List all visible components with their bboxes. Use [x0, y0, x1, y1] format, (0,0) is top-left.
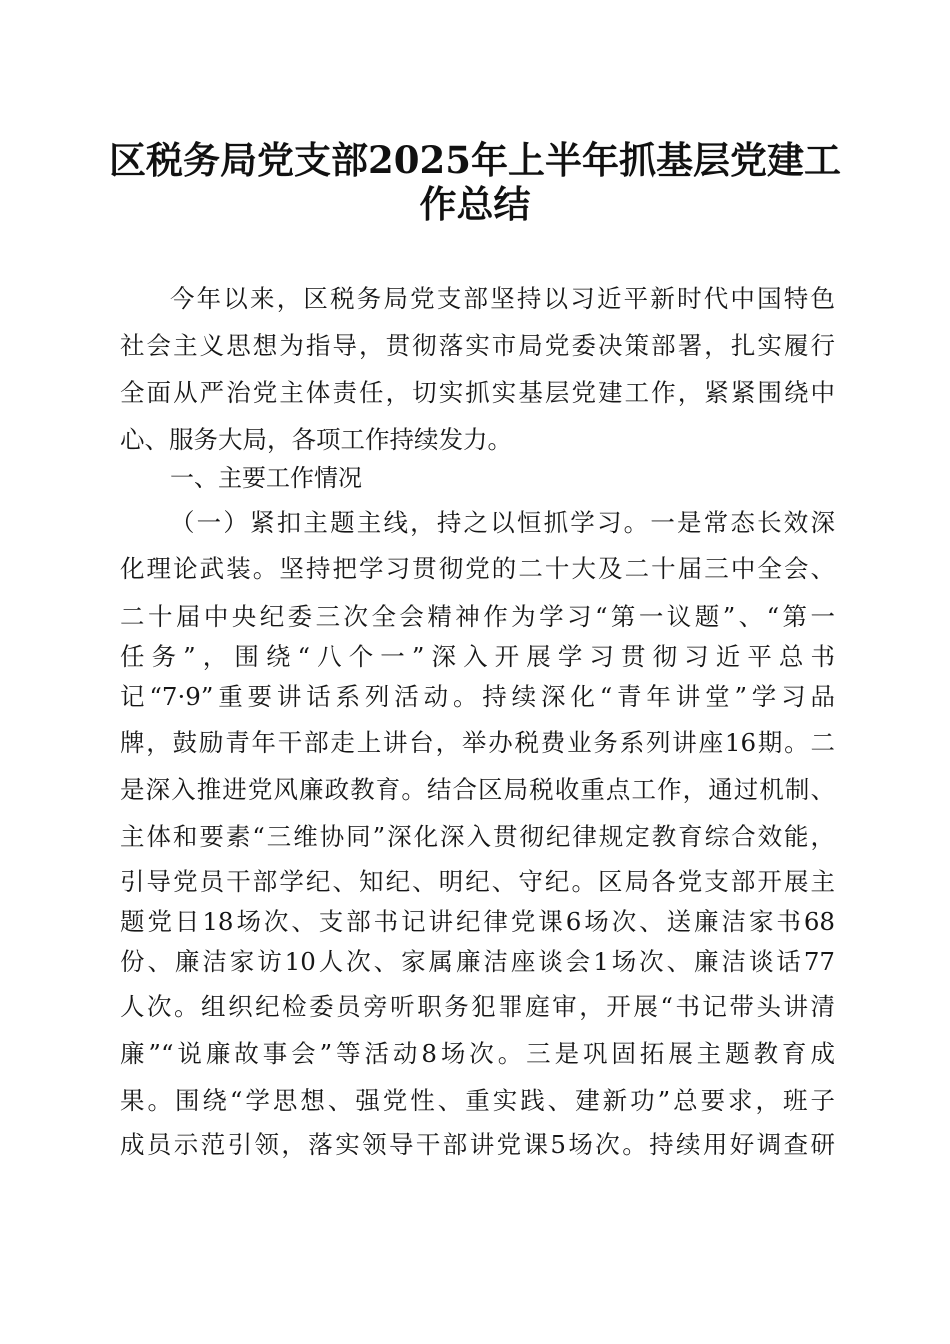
document-title-line-2: 作总结: [419, 182, 531, 226]
section-line: 果。围绕“学思想、强党性、重实践、建新功”总要求，班子: [120, 1086, 835, 1115]
section-line: 化理论武装。坚持把学习贯彻党的二十大及二十届三中全会、: [120, 554, 835, 583]
section-line: 引导党员干部学纪、知纪、明纪、守纪。区局各党支部开展主: [120, 867, 835, 896]
document-title-line-1: 区税务局党支部2025年上半年抓基层党建工: [109, 138, 841, 182]
section-line: 成员示范引领，落实领导干部讲党课5场次。持续用好调查研: [120, 1130, 835, 1159]
section-line: 人次。组织纪检委员旁听职务犯罪庭审，开展“书记带头讲清: [120, 992, 835, 1021]
section-line: 任务”，围绕“八个一”深入开展学习贯彻习近平总书: [120, 642, 835, 671]
intro-line: 今年以来，区税务局党支部坚持以习近平新时代中国特色: [170, 284, 835, 313]
section-line: 廉”“说廉故事会”等活动8场次。三是巩固拓展主题教育成: [120, 1039, 835, 1068]
intro-line: 社会主义思想为指导，贯彻落实市局党委决策部署，扎实履行: [120, 331, 835, 360]
section-line: 是深入推进党风廉政教育。结合区局税收重点工作，通过机制、: [120, 775, 835, 804]
section-heading: 一、主要工作情况: [170, 464, 362, 492]
section-line: （一）紧扣主题主线，持之以恒抓学习。一是常态长效深: [170, 508, 835, 537]
intro-line: 心、服务大局，各项工作持续发力。: [120, 425, 512, 454]
section-line: 记“7·9”重要讲话系列活动。持续深化“青年讲堂”学习品: [120, 682, 835, 711]
section-line: 题党日18场次、支部书记讲纪律党课6场次、送廉洁家书68: [120, 907, 835, 936]
section-line: 主体和要素“三维协同”深化深入贯彻纪律规定教育综合效能，: [120, 822, 835, 851]
intro-line: 全面从严治党主体责任，切实抓实基层党建工作，紧紧围绕中: [120, 378, 835, 407]
section-line: 牌，鼓励青年干部走上讲台，举办税费业务系列讲座16期。二: [120, 728, 835, 757]
section-line: 二十届中央纪委三次全会精神作为学习“第一议题”、“第一: [120, 602, 835, 631]
section-line: 份、廉洁家访10人次、家属廉洁座谈会1场次、廉洁谈话77: [120, 947, 835, 976]
